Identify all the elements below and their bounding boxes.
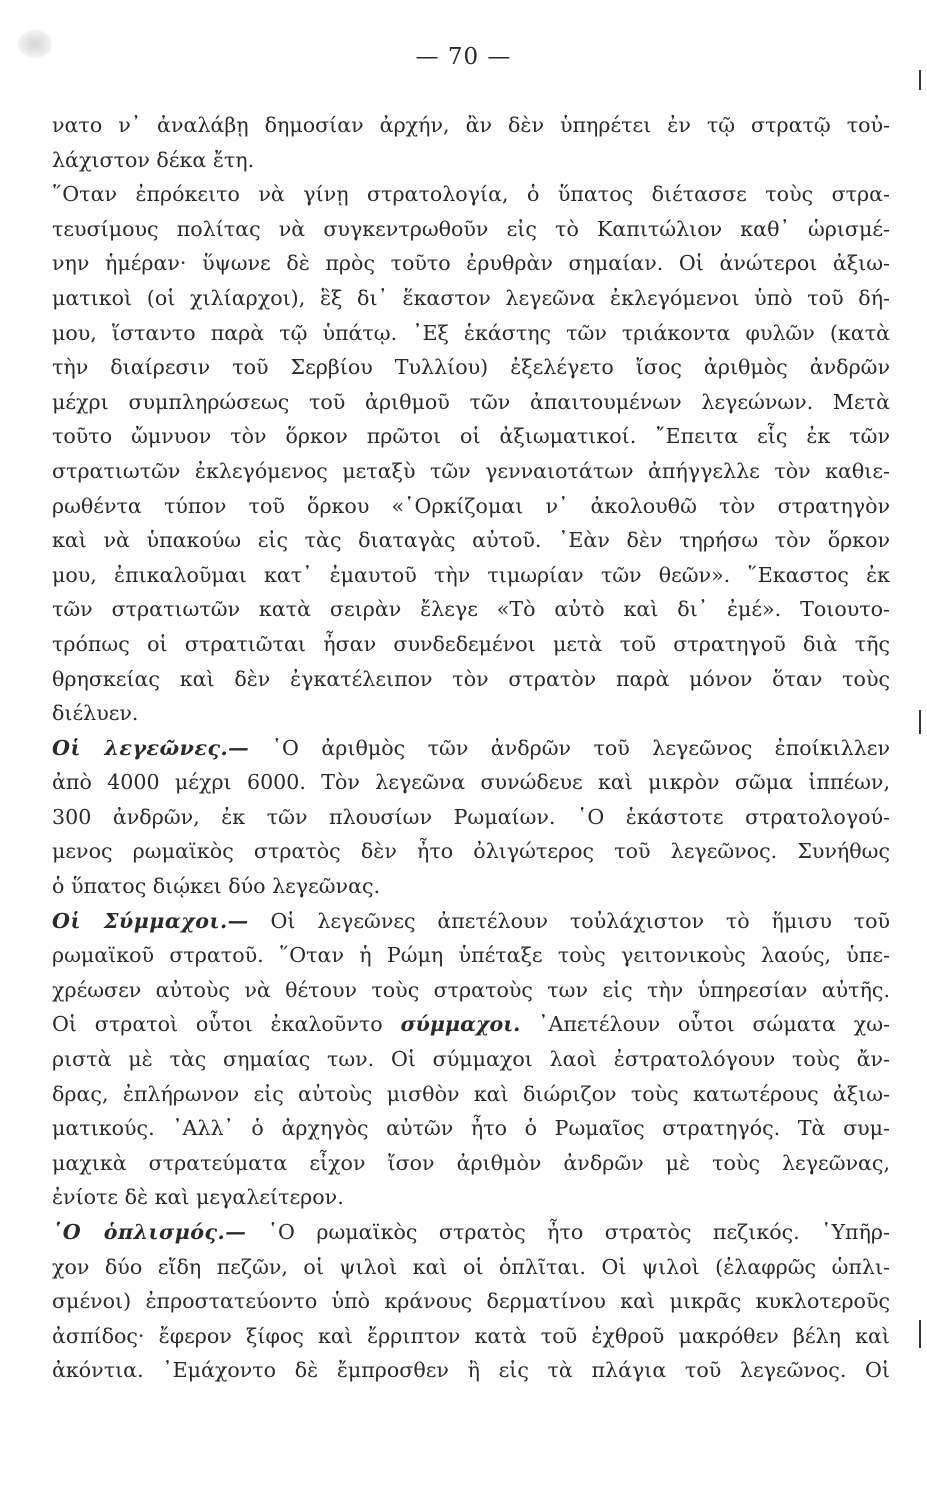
text-line: ἀσπίδος· ἔφερον ξίφος καὶ ἔρριπτον κατὰ τοῦ ἐχθροῦ μακρόθεν βέλη καὶ <box>52 1323 890 1348</box>
text-line: νην ἡμέραν· ὕψωνε δὲ πρὸς τοῦτο ἐρυθρὰν σημαίαν. Οἱ ἀνώτεροι ἀξιω- <box>52 251 890 276</box>
section-legions-first-line: Οἱ λεγεῶνες.— ῾Ο ἀριθμὸς τῶν ἀνδρῶν τοῦ λεγεῶνος ἐποίκιλλεν <box>52 735 890 760</box>
text-line: τοῦτο ὤμνυον τὸν ὅρκον πρῶτοι οἱ ἀξιωματικοί. ῎Επειτα εἷς ἐκ τῶν <box>52 424 890 449</box>
text-line: χον δύο εἴδη πεζῶν, οἱ ψιλοὶ καὶ οἱ ὁπλῖται. Οἱ ψιλοὶ (ἐλαφρῶς ὡπλι- <box>52 1254 890 1279</box>
text-line: λάχιστον δέκα ἔτη. <box>52 147 255 172</box>
section-heading-armament: ῾Ο ὁπλισμός.— <box>52 1220 247 1244</box>
section-heading-legions: Οἱ λεγεῶνες.— <box>52 735 250 760</box>
text-line: νατο ν᾽ ἀναλάβῃ δημοσίαν ἀρχήν, ἂν δὲν ὑπηρέτει ἐν τῷ στρατῷ τοὐ- <box>52 113 890 137</box>
page-edge-mark <box>919 1320 921 1348</box>
text-line: 300 ἀνδρῶν, ἐκ τῶν πλουσίων Ρωμαίων. ῾Ο ἑκάστοτε στρατολογού- <box>52 804 890 829</box>
body-text <box>52 108 890 1388</box>
text-line: ὁ ὕπατος διῴκει δύο λεγεῶνας. <box>52 874 381 899</box>
emphasis-term: σύμμαχοι. <box>400 1012 521 1037</box>
text-line: τευσίμους πολίτας νὰ συγκεντρωθοῦν εἰς τὸ Καπιτώλιον καθ᾽ ὡρισμέ- <box>52 216 890 241</box>
section-heading-allies: Οἱ Σύμμαχοι.— <box>52 908 249 933</box>
text-line: ματικούς. ᾿Αλλ᾽ ὁ ἀρχηγὸς αὐτῶν ἦτο ὁ Ρωμαῖος στρατηγός. Τὰ συμ- <box>52 1116 890 1141</box>
text-line: ἐνίοτε δὲ καὶ μεγαλείτερον. <box>52 1185 344 1210</box>
text-line: ἀπὸ 4000 μέχρι 6000. Τὸν λεγεῶνα συνώδευε καὶ μικρὸν σῶμα ἱππέων, <box>52 770 890 795</box>
page-number: — 70 — <box>415 44 512 70</box>
section-allies-first-line: Οἱ Σύμμαχοι.— Οἱ λεγεῶνες ἀπετέλουν τοὐλάχιστον τὸ ἥμισυ τοῦ <box>52 908 890 933</box>
text-line: ρωμαϊκοῦ στρατοῦ. ῞Οταν ἡ Ρώμη ὑπέταξε τοὺς γειτονικοὺς λαούς, ὑπε- <box>52 943 890 968</box>
text-line: θρησκείας καὶ δὲν ἐγκατέλειπον τὸν στρατὸν παρὰ μόνον ὅταν τοὺς <box>52 666 890 691</box>
text-line: ῞Οταν ἐπρόκειτο νὰ γίνῃ στρατολογία, ὁ ὕπατος διέτασσε τοὺς στρα- <box>52 182 890 207</box>
text-line: Οἱ στρατοὶ οὗτοι ἐκαλοῦντο σύμμαχοι. ᾿Απετέλουν οὗτοι σώματα χω- <box>52 1012 890 1037</box>
text-line: τῶν στρατιωτῶν κατὰ σειρὰν ἔλεγε «Τὸ αὐτὸ καὶ δι᾽ ἐμέ». Τοιουτο- <box>52 597 890 622</box>
page-edge-mark <box>919 710 921 734</box>
text-line: δρας, ἐπλήρωνον εἰς αὐτοὺς μισθὸν καὶ διώριζον τοὺς κατωτέρους ἀξιω- <box>52 1081 890 1106</box>
text-line: ρωθέντα τύπον τοῦ ὅρκου «῾Ορκίζομαι ν᾽ ἀκολουθῶ τὸν στρατηγὸν <box>52 493 890 518</box>
text-line: μου, ἐπικαλοῦμαι κατ᾽ ἐμαυτοῦ τὴν τιμωρίαν τῶν θεῶν». ῞Εκαστος ἐκ <box>52 562 890 587</box>
text-line: σμένοι) ἐπροστατεύοντο ὑπὸ κράνους δερματίνου καὶ μικρᾶς κυκλοτεροῦς <box>52 1289 890 1314</box>
text-line: ριστὰ μὲ τὰς σημαίας των. Οἱ σύμμαχοι λαοὶ ἐστρατολόγουν τοὺς ἄν- <box>52 1047 890 1072</box>
text-line: διέλυεν. <box>52 701 139 726</box>
text-line: στρατιωτῶν ἐκλεγόμενος μεταξὺ τῶν γενναιοτάτων ἀπήγγελλε τὸν καθιε- <box>52 458 890 483</box>
text-line: καὶ νὰ ὑπακούω εἰς τὰς διαταγὰς αὐτοῦ. ᾿Εὰν δὲν τηρήσω τὸν ὅρκον <box>52 528 890 553</box>
text-line: μενος ρωμαϊκὸς στρατὸς δὲν ἦτο ὀλιγώτερος τοῦ λεγεῶνος. Συνήθως <box>52 839 890 864</box>
text-line: ματικοὶ (οἱ χιλίαρχοι), ἓξ δι᾽ ἕκαστον λεγεῶνα ἐκλεγόμενοι ὑπὸ τοῦ δή- <box>52 285 890 310</box>
section-armament-first-line: ῾Ο ὁπλισμός.— ῾Ο ρωμαϊκὸς στρατὸς ἦτο στρατὸς πεζικός. ῾Υπῆρ- <box>52 1220 890 1244</box>
text-line: τὴν διαίρεσιν τοῦ Σερβίου Τυλλίου) ἐξελέγετο ἴσος ἀριθμὸς ἀνδρῶν <box>52 355 890 380</box>
text-line: τρόπως οἱ στρατιῶται ἦσαν συνδεδεμένοι μετὰ τοῦ στρατηγοῦ διὰ τῆς <box>52 631 890 656</box>
text-line: μέχρι συμπληρώσεως τοῦ ἀριθμοῦ τῶν ἀπαιτουμένων λεγεώνων. Μετὰ <box>52 389 890 414</box>
text-line: μου, ἵσταντο παρὰ τῷ ὑπάτῳ. ᾿Εξ ἑκάστης τῶν τριάκοντα φυλῶν (κατὰ <box>52 320 890 345</box>
text-line: χρέωσεν αὐτοὺς νὰ θέτουν τοὺς στρατοὺς των εἰς τὴν ὑπηρεσίαν αὐτῆς. <box>52 977 890 1002</box>
text-line: μαχικὰ στρατεύματα εἶχον ἴσον ἀριθμὸν ἀνδρῶν μὲ τοὺς λεγεῶνας, <box>52 1150 890 1175</box>
text-line: ἀκόντια. ᾿Εμάχοντο δὲ ἔμπροσθεν ἢ εἰς τὰ πλάγια τοῦ λεγεῶνος. Οἱ <box>52 1358 890 1383</box>
page-edge-mark <box>919 70 921 90</box>
